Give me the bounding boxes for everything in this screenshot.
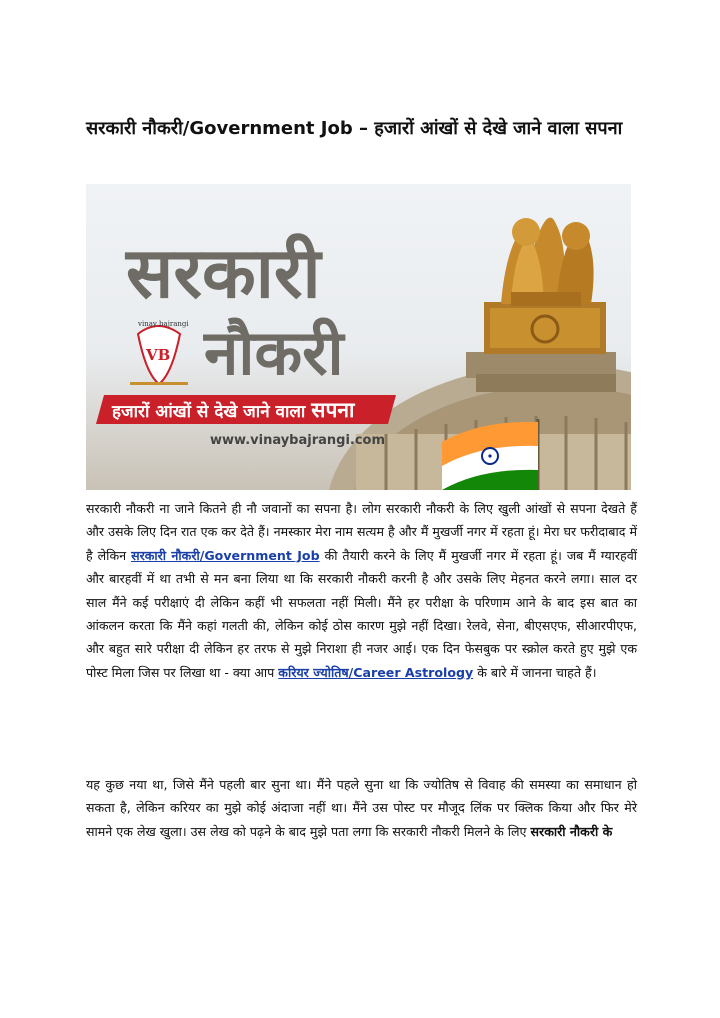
government-job-link[interactable]: सरकारी नौकरी/Government Job <box>131 547 320 563</box>
banner-image <box>86 184 631 490</box>
svg-text:VB: VB <box>146 346 171 364</box>
banner-headline-line2: नौकरी <box>204 316 344 389</box>
national-emblem-illustration <box>484 218 606 354</box>
paragraph-text: की तैयारी करने के लिए मैं मुखर्जी नगर में रहता हूं। जब मैं ग्यारहवीं और बारहवीं में था तभी से मन बना लिया था कि सरकारी नौकरी करनी है और उसके लिए मेहनत करने लगा। साल दर साल मैंने कई परीक्षाएं दी लेकिन कहीं भी सफलता नहीं मिली। मैंने हर परीक्षा के परिणाम आने के बाद इस बात का आंकलन करता कि मैंने कहां गलती की, लेकिन कोई ठोस कारण मुझे नहीं दिखा। रेलवे, सेना, बीएसएफ, सीआरपीएफ, और बहुत सारे परीक्षा दी लेकिन हर तरफ से मुझे निराशा ही नजर आई। एक दिन फेसबुक पर स्क्रोल करते हुए मुझे एक पोस्ट मिला जिस पर लिखा था - क्या आप <box>86 547 637 680</box>
bold-phrase: सरकारी नौकरी के <box>530 823 613 839</box>
paragraph-text: के बारे में जानना चाहते हैं। <box>473 664 597 680</box>
page-title: सरकारी नौकरी/Government Job – हजारों आंखों से देखे जाने वाला सपना <box>86 118 623 139</box>
paragraph-text: सरकारी नौकरी ना जाने कितने ही नौ जवानों का सपना है। लोग सरकारी नौकरी के लिए खुली आंखों से सपना देखते हैं और उसके लिए दिन रात एक कर देते हैं। नमस्कार मेरा नाम सत्यम है और मैं मुखर्जी नगर में रहता हूं। मेरा घर फरीदाबाद में है लेकिन <box>86 501 637 563</box>
banner-headline-line1: सरकारी <box>126 232 321 314</box>
vinay-bajrangi-logo <box>130 320 189 385</box>
banner-website: www.vinaybajrangi.com <box>210 433 386 448</box>
svg-text:हजारों आंखों से देखे जाने वाला: हजारों आंखों से देखे जाने वाला सपना <box>112 398 355 422</box>
body-paragraph-2 <box>86 773 637 843</box>
svg-text:vinay bajrangi: vinay bajrangi <box>138 320 189 328</box>
career-astrology-link[interactable]: करियर ज्योतिष/Career Astrology <box>278 664 474 680</box>
paragraph-text: यह कुछ नया था, जिसे मैंने पहली बार सुना था। मैंने पहले सुना था कि ज्योतिष से विवाह की समस्या का समाधान हो सकता है, लेकिन करियर का मुझे कोई अंदाजा नहीं था। मैंने उस पोस्ट पर मौजूद लिंक पर क्लिक किया और फिर मेरे सामने एक लेख खुला। उस लेख को पढ़ने के बाद मुझे पता लगा कि सरकारी नौकरी मिलने के लिए <box>86 777 637 839</box>
body-paragraph-1 <box>86 497 637 684</box>
tagline-ribbon <box>96 395 396 424</box>
